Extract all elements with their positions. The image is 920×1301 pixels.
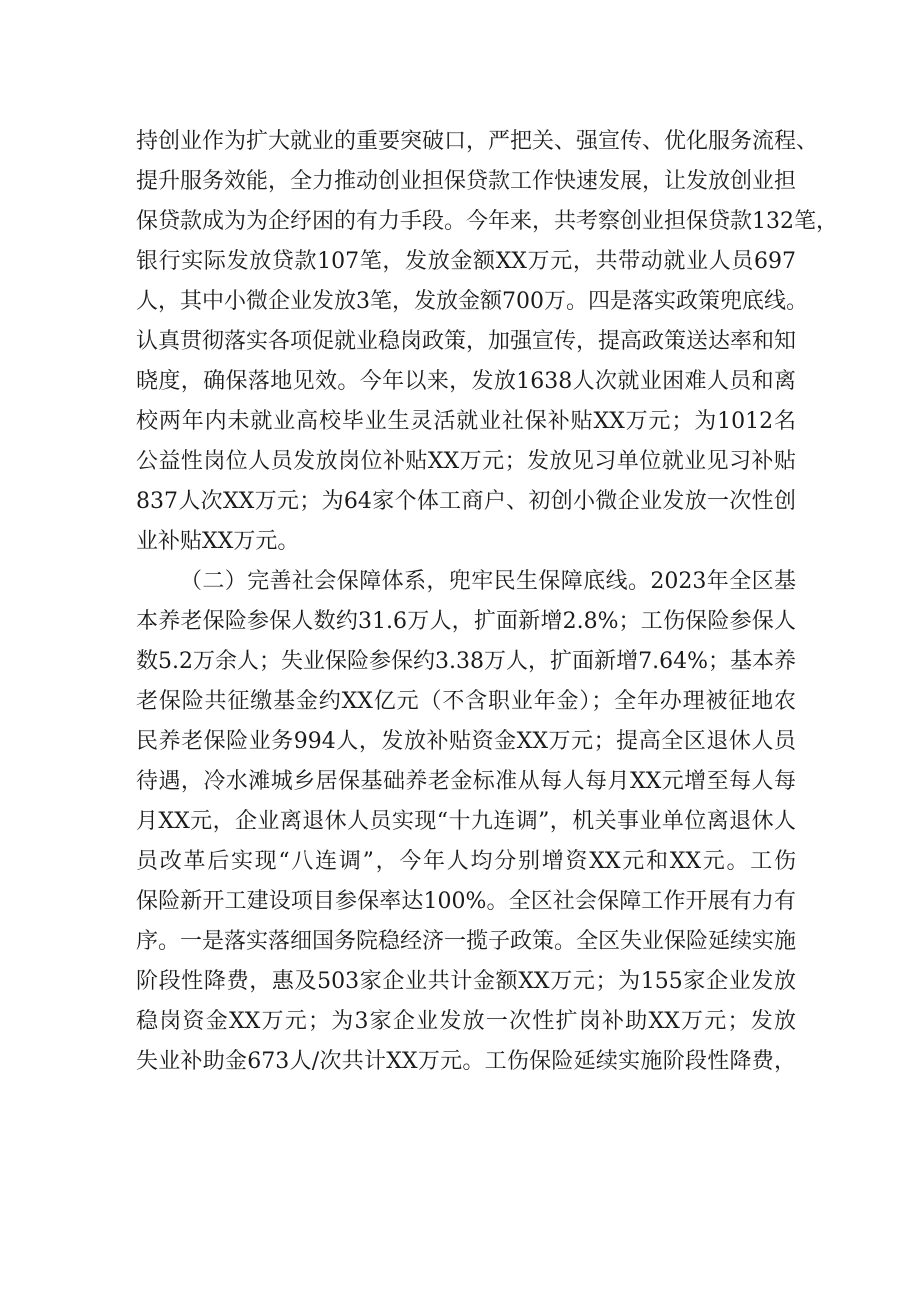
text-line: 公益性岗位人员发放岗位补贴XX万元；发放见习单位就业见习补贴 [136, 449, 796, 474]
text-line: 失业补助金673人/次共计XX万元。工伤保险延续实施阶段性降费， [136, 1049, 796, 1074]
text-line: 月XX元，企业离退休人员实现“十九连调”，机关事业单位离退休人 [136, 809, 796, 834]
text-line: 员改革后实现“八连调”，今年人均分别增资XX元和XX元。工伤 [136, 849, 796, 874]
text-line: 校两年内未就业高校毕业生灵活就业社保补贴XX万元；为1012名 [136, 409, 796, 434]
paragraph-last-line: 业补贴XX万元。 [136, 529, 300, 554]
text-line: 阶段性降费，惠及503家企业共计金额XX万元；为155家企业发放 [136, 969, 796, 994]
text-line: 本养老保险参保人数约31.6万人，扩面新增2.8%；工伤保险参保人 [136, 609, 796, 634]
text-line: 保险新开工建设项目参保率达100%。全区社会保障工作开展有力有 [136, 889, 796, 914]
text-line: 待遇，冷水滩城乡居保基础养老金标准从每人每月XX元增至每人每 [136, 769, 796, 794]
text-line: 稳岗资金XX万元；为3家企业发放一次性扩岗补助XX万元；发放 [136, 1009, 796, 1034]
text-line: 人，其中小微企业发放3笔，发放金额700万。四是落实政策兜底线。 [136, 289, 808, 314]
text-line: 民养老保险业务994人，发放补贴资金XX万元；提高全区退休人员 [136, 729, 796, 754]
text-line: 认真贯彻落实各项促就业稳岗政策，加强宣传，提高政策送达率和知 [136, 329, 797, 354]
text-line: 数5.2万余人；失业保险参保约3.38万人，扩面新增7.64%；基本养 [136, 649, 796, 674]
text-line: 持创业作为扩大就业的重要突破口，严把关、强宣传、优化服务流程、 [136, 129, 819, 154]
text-line: 837人次XX万元；为64家个体工商户、初创小微企业发放一次性创 [136, 489, 796, 514]
text-line: 晓度，确保落地见效。今年以来，发放1638人次就业困难人员和离 [136, 369, 796, 394]
text-line: 提升服务效能，全力推动创业担保贷款工作快速发展，让发放创业担 [136, 169, 797, 194]
text-line: 序。一是落实落细国务院稳经济一揽子政策。全区失业保险延续实施 [136, 929, 797, 954]
text-line: 保贷款成为为企纾困的有力手段。今年来，共考察创业担保贷款132笔， [136, 209, 838, 234]
text-line: 老保险共征缴基金约XX亿元（不含职业年金）；全年办理被征地农 [136, 689, 796, 714]
document-body [136, 122, 838, 1082]
section-heading-line: （二）完善社会保障体系，兜牢民生保障底线。2023年全区基 [180, 569, 796, 594]
text-line: 银行实际发放贷款107笔，发放金额XX万元，共带动就业人员697 [136, 249, 796, 274]
